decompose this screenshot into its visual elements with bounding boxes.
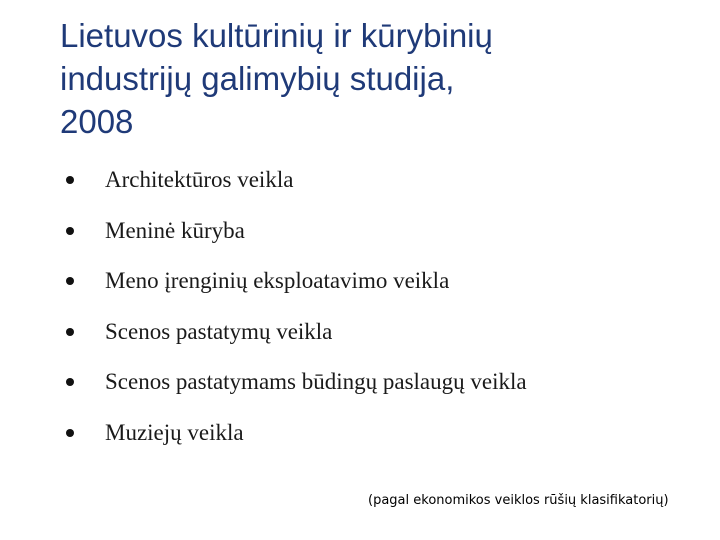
title-line-3: 2008 (60, 103, 134, 140)
bullet-text: Scenos pastatymams būdingų paslaugų veikla (105, 369, 527, 395)
bullet-dot-icon (66, 378, 74, 386)
bullet-dot-icon (66, 277, 74, 285)
title-line-2: industrijų galimybių studija, (60, 60, 455, 97)
bullet-text: Meno įrenginių eksploatavimo veikla (105, 268, 450, 294)
bullet-text: Architektūros veikla (105, 167, 294, 192)
bullet-dot-icon (66, 429, 74, 437)
bullet-dot-icon (66, 227, 74, 235)
footnote: (pagal ekonomikos veiklos rūšių klasifikatorių) (368, 493, 669, 508)
slide-title (60, 14, 700, 143)
bullet-text: Muziejų veikla (105, 419, 244, 445)
bullet-text: Meninė kūryba (105, 217, 245, 243)
bullet-dot-icon (66, 176, 74, 184)
title-line-1: Lietuvos kultūrinių ir kūrybinių (60, 17, 493, 54)
bullet-text: Scenos pastatymų veikla (105, 318, 333, 344)
bullet-dot-icon (66, 328, 74, 336)
